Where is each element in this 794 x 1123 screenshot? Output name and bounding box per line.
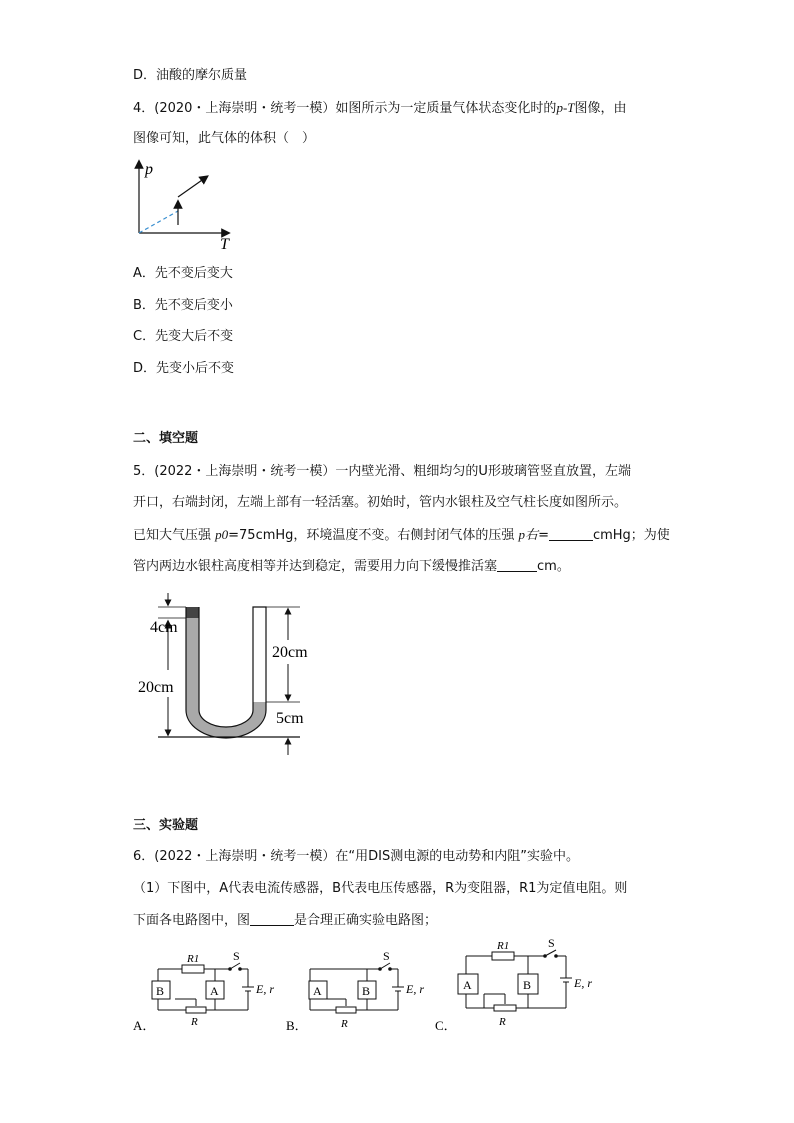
circuit-c-s: S	[548, 936, 555, 950]
q6-line2: （1）下图中，A代表电流传感器，B代表电压传感器，R为变阻器，R1为定值电阻。则	[133, 881, 628, 896]
circuit-a	[152, 963, 254, 1013]
q6-line1: 6．(2022・上海崇明・统考一模）在“用DIS测电源的电动势和内阻”实验中。	[133, 849, 579, 864]
circuit-a-source: E, r	[256, 982, 274, 996]
q4-stem-text-b: 图像，由	[574, 101, 627, 116]
label-right-20cm: 20cm	[272, 644, 308, 661]
q4-stem-text-a: 4．(2020・上海崇明・统考一模）如图所示为一定质量气体状态变化时的	[133, 101, 557, 116]
q5-text-d: cmHg；为使	[592, 528, 670, 543]
circuit-c-r1: R1	[497, 940, 510, 952]
q4-option-a: A．先不变后变大	[133, 266, 233, 281]
q4-pt-var: p-T	[556, 100, 575, 115]
circuit-b-s: S	[383, 949, 390, 963]
q6-text-a: 下面各电路图中，图	[133, 913, 251, 928]
circuit-c	[458, 950, 572, 1011]
circuit-a-left-box: B	[156, 984, 165, 998]
circuit-c-source: E, r	[574, 976, 592, 990]
label-left-20cm: 20cm	[138, 679, 174, 696]
label-5cm: 5cm	[276, 710, 304, 727]
section3-title: 三、实验题	[133, 818, 199, 833]
circuit-c-right-box: B	[523, 978, 532, 992]
q4-option-c: C．先变大后不变	[133, 329, 234, 344]
q5-line2: 开口，右端封闭，左端上部有一轻活塞。初始时，管内水银柱及空气柱长度如图所示。	[133, 495, 628, 510]
circuit-b	[309, 963, 404, 1013]
q5-p-right: p右	[518, 527, 539, 542]
q5-text-b: =75cmHg，环境温度不变。右侧封闭气体的压强	[228, 528, 519, 543]
section2-title: 二、填空题	[133, 431, 199, 446]
q4-stem-line2: 图像可知，此气体的体积（ ）	[133, 131, 316, 146]
circuit-a-r1: R1	[187, 953, 200, 965]
circuit-c-option: C．	[435, 1018, 457, 1033]
circuit-a-r: R	[191, 1016, 198, 1028]
circuit-b-option: B．	[286, 1018, 308, 1033]
q5-text-c: =	[538, 528, 549, 543]
circuit-c-left-box: A	[463, 978, 472, 992]
q3-option-d: D．油酸的摩尔质量	[133, 68, 248, 83]
q4-option-d: D．先变小后不变	[133, 361, 235, 376]
q5-text-a: 已知大气压强	[133, 528, 216, 543]
circuit-b-right-box: B	[362, 984, 371, 998]
q5-text-f: cm。	[537, 559, 570, 574]
circuit-a-right-box: A	[210, 984, 219, 998]
q5-text-e: 管内两边水银柱高度相等并达到稳定，需要用力向下缓慢推活塞	[133, 559, 498, 574]
q6-text-b: 是合理正确实验电路图；	[294, 913, 438, 928]
q4-option-b: B．先不变后变小	[133, 298, 233, 313]
label-4cm: 4cm	[150, 619, 178, 636]
circuit-c-r: R	[499, 1016, 506, 1028]
q5-line1: 5．(2022・上海崇明・统考一模）一内壁光滑、粗细均匀的U形玻璃管竖直放置，左端	[133, 464, 631, 479]
circuit-a-option: A．	[133, 1018, 156, 1033]
circuit-b-left-box: A	[313, 984, 322, 998]
p-axis-label: p	[145, 161, 153, 178]
circuit-b-r: R	[341, 1018, 348, 1030]
t-axis-label: T	[220, 236, 229, 253]
q5-p0: p0	[215, 527, 229, 542]
circuit-a-s: S	[233, 949, 240, 963]
circuit-b-source: E, r	[406, 982, 424, 996]
